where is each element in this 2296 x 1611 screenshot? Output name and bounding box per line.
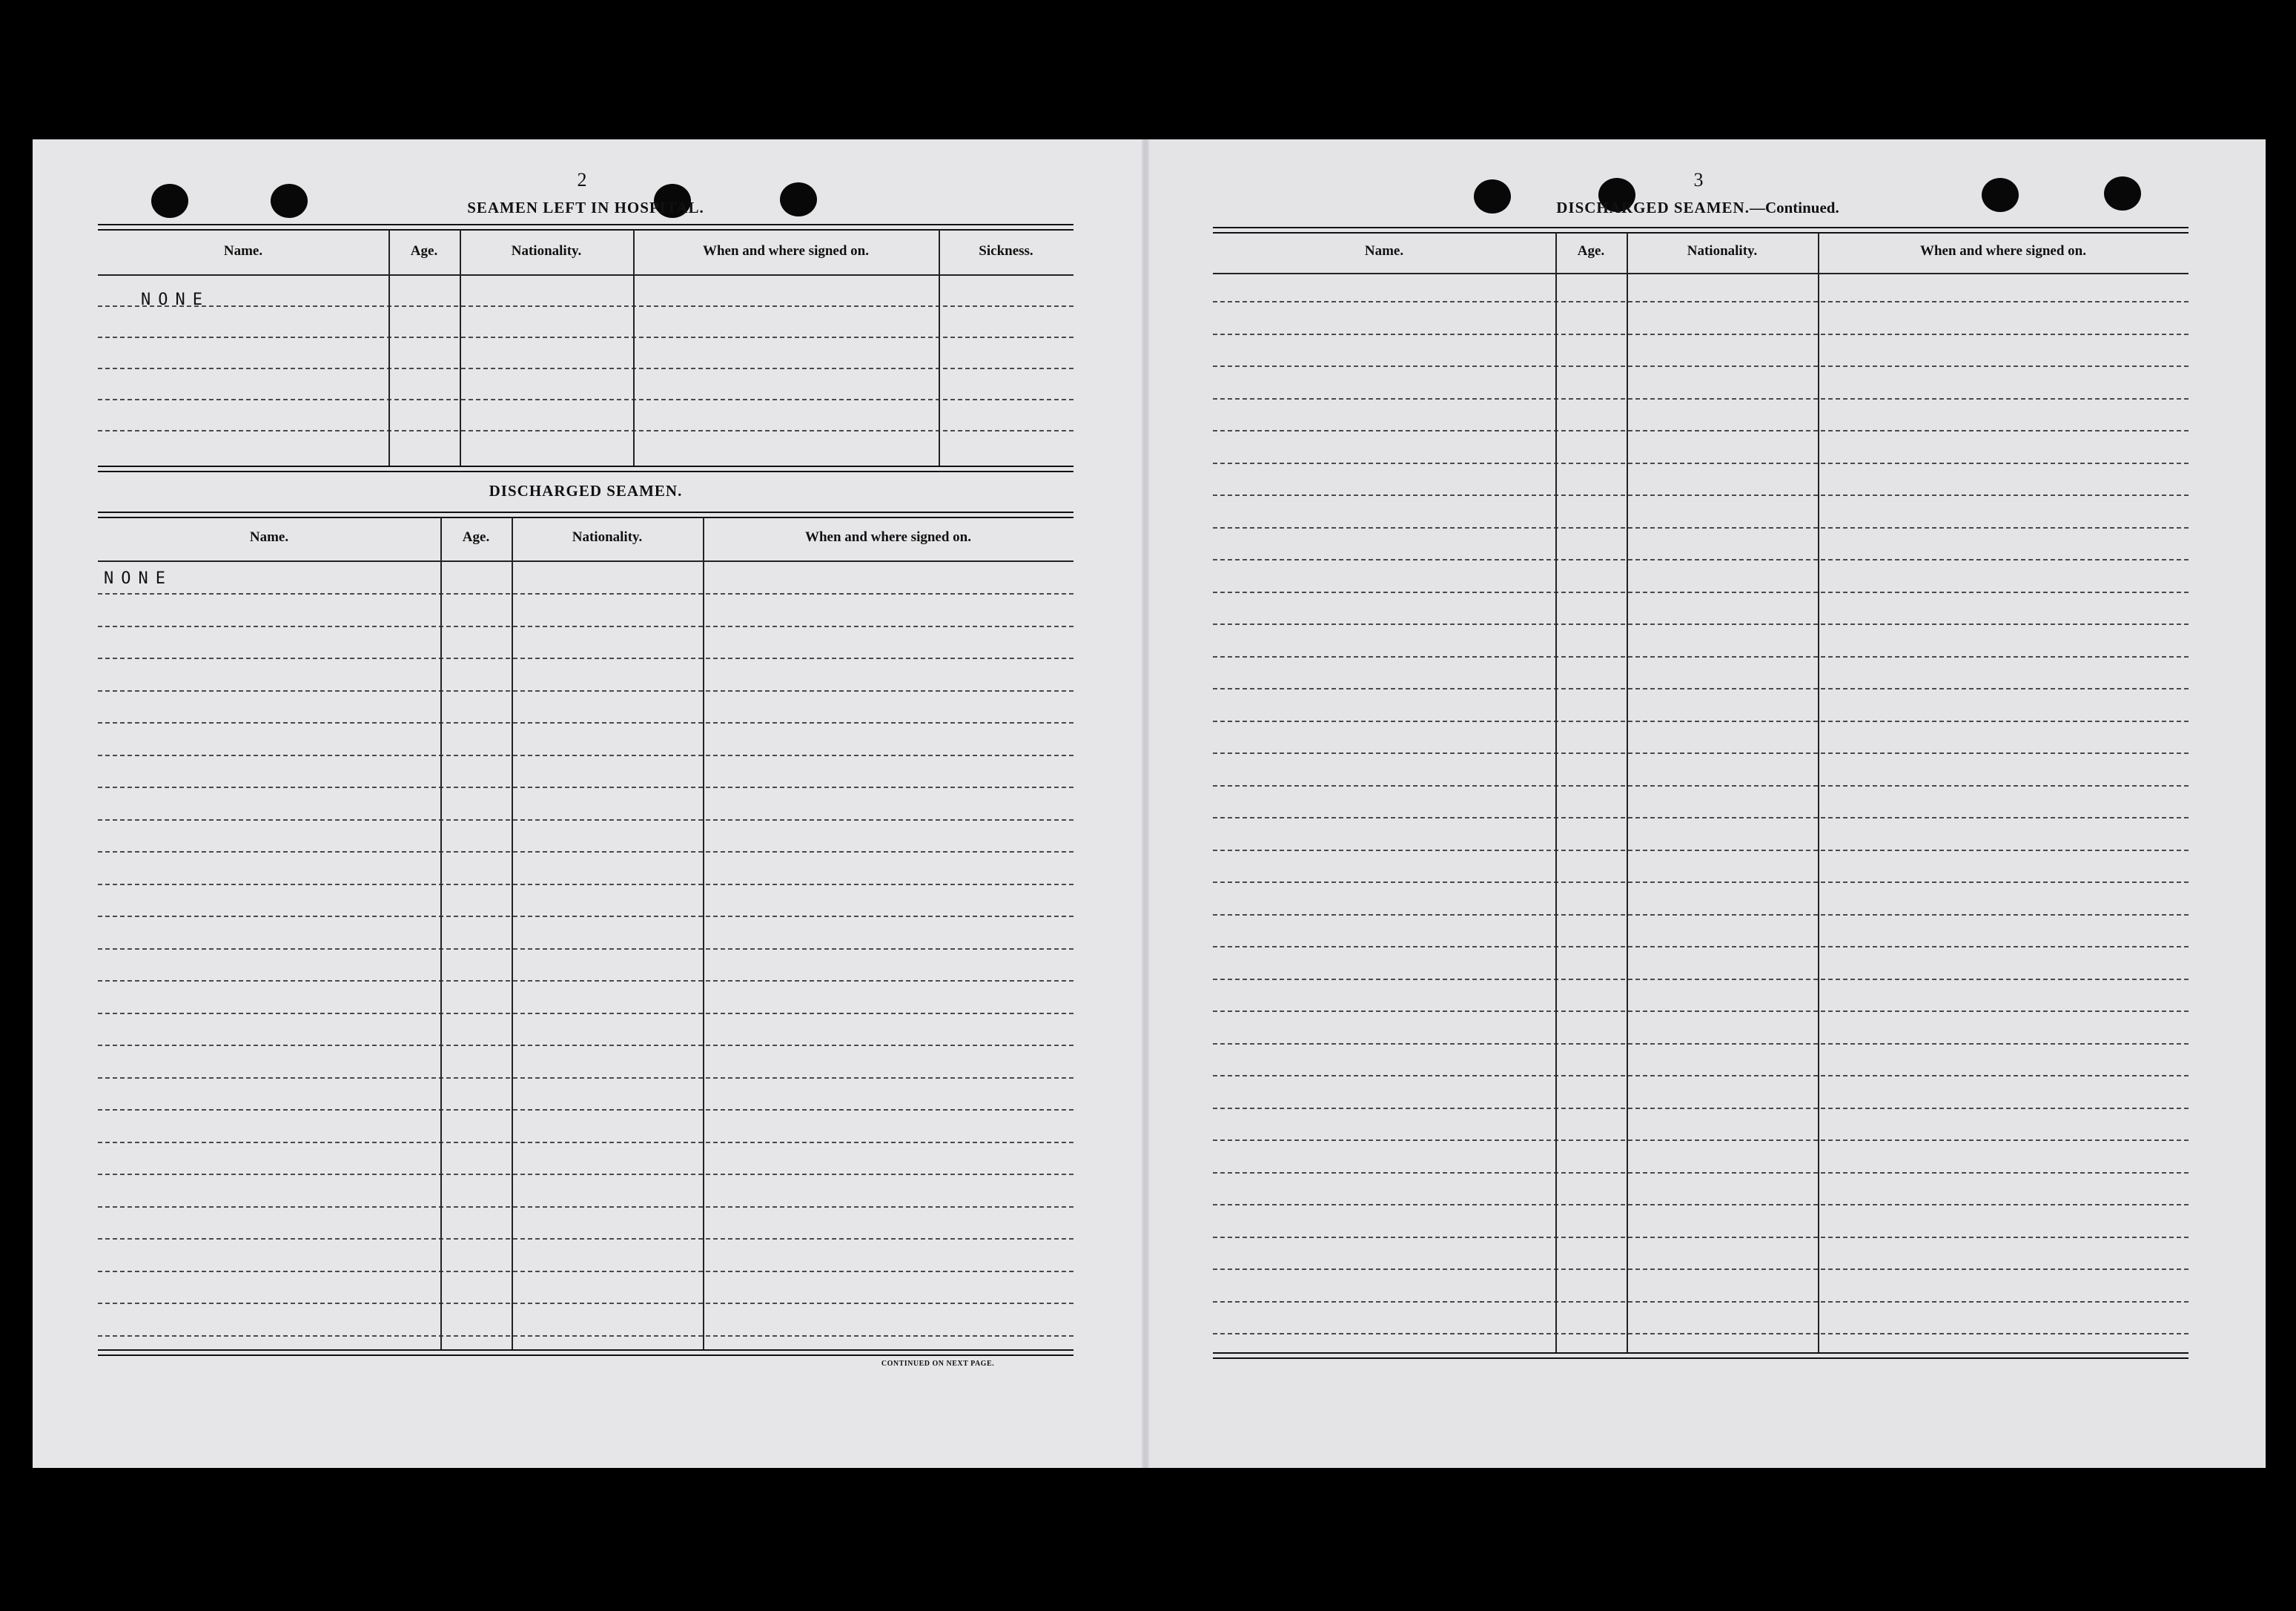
form-row-line (1213, 817, 2189, 818)
form-row-line (1213, 656, 2189, 658)
form-row-line (98, 430, 1073, 431)
column-separator (939, 230, 940, 466)
hospital-table (98, 224, 1073, 472)
hospital-section-title: SEAMEN LEFT IN HOSPITAL. (467, 199, 704, 216)
form-row-line (98, 1271, 1073, 1272)
form-row-line (1213, 946, 2189, 947)
column-header-name: Name. (1364, 243, 1404, 259)
form-row-line (1213, 1075, 2189, 1076)
page-fold (1142, 139, 1149, 1468)
punch-hole (271, 184, 308, 218)
page-number: 2 (577, 169, 587, 191)
discharged-section-title: DISCHARGED SEAMEN. (489, 482, 683, 500)
form-row-line (1213, 752, 2189, 754)
column-header-sickness: Sickness. (979, 243, 1033, 259)
column-header-age: Age. (462, 529, 490, 545)
form-row-line (98, 1142, 1073, 1143)
form-row-line (98, 337, 1073, 338)
form-row-line (1213, 1043, 2189, 1045)
form-row-line (98, 399, 1073, 400)
form-row-line (98, 1077, 1073, 1079)
form-row-line (98, 1303, 1073, 1304)
form-row-line (1213, 1268, 2189, 1270)
form-row-line (1213, 527, 2189, 529)
form-row-line (1213, 1204, 2189, 1205)
form-row-line (1213, 463, 2189, 464)
form-row-line (98, 755, 1073, 756)
punch-hole (1982, 178, 2019, 212)
column-header-nationality: Nationality. (572, 529, 643, 545)
form-row-line (98, 1206, 1073, 1208)
form-row-line (1213, 914, 2189, 916)
header-rule (98, 560, 1073, 562)
form-row-line (98, 1238, 1073, 1240)
form-row-line (1213, 592, 2189, 593)
form-row-line (1213, 623, 2189, 625)
hospital-entry-none: NONE (141, 291, 210, 309)
form-row-line (98, 851, 1073, 853)
form-row-line (1213, 398, 2189, 400)
column-separator (512, 517, 513, 1349)
form-row-line (98, 916, 1073, 917)
section-title-text: DISCHARGED SEAMEN. (1556, 199, 1750, 216)
table-top-rule (98, 512, 1073, 518)
form-row-line (1213, 979, 2189, 980)
form-row-line (98, 787, 1073, 788)
column-separator (440, 517, 442, 1349)
table-bottom-rule (1213, 1352, 2189, 1359)
form-row-line (1213, 850, 2189, 851)
table-top-rule (1213, 227, 2189, 234)
form-row-line (98, 1045, 1073, 1046)
continued-footer: CONTINUED ON NEXT PAGE. (881, 1360, 995, 1368)
column-header-nationality: Nationality. (511, 243, 582, 259)
form-row-line (1213, 1172, 2189, 1174)
form-row-line (98, 1174, 1073, 1175)
form-row-line (98, 1109, 1073, 1111)
column-separator (1818, 233, 1819, 1352)
form-row-line (1213, 1237, 2189, 1238)
discharged-entry-none: NONE (104, 569, 173, 588)
form-row-line (1213, 494, 2189, 496)
page-number: 3 (1693, 169, 1704, 191)
form-row-line (1213, 430, 2189, 431)
column-header-name: Name. (223, 243, 263, 259)
form-row-line (1213, 365, 2189, 367)
column-header-nationality: Nationality. (1687, 243, 1758, 259)
form-row-line (1213, 559, 2189, 560)
form-row-line (1213, 1301, 2189, 1303)
column-separator (703, 517, 704, 1349)
discharged-continued-title (1505, 199, 1890, 217)
form-row-line (1213, 881, 2189, 883)
form-row-line (1213, 1139, 2189, 1141)
form-row-line (1213, 1333, 2189, 1334)
form-row-line (98, 305, 1073, 307)
form-row-line (1213, 301, 2189, 302)
form-row-line (1213, 1108, 2189, 1109)
form-row-line (1213, 721, 2189, 722)
discharged-table (98, 512, 1073, 1357)
header-rule (98, 274, 1073, 276)
form-row-line (1213, 785, 2189, 787)
column-header-age: Age. (410, 243, 438, 259)
form-row-line (1213, 688, 2189, 689)
column-separator (1627, 233, 1628, 1352)
column-header-age: Age. (1577, 243, 1605, 259)
form-row-line (98, 626, 1073, 627)
form-row-line (98, 690, 1073, 692)
header-rule (1213, 273, 2189, 274)
form-row-line (98, 1335, 1073, 1337)
form-row-line (1213, 1010, 2189, 1012)
form-row-line (98, 368, 1073, 369)
column-header-name: Name. (249, 529, 289, 545)
table-top-rule (98, 224, 1073, 231)
form-row-line (1213, 334, 2189, 335)
discharged-continued-table (1213, 227, 2189, 1360)
punch-hole (2104, 176, 2141, 211)
column-header-signed-on: When and where signed on. (804, 529, 971, 545)
punch-hole (151, 184, 188, 218)
column-separator (388, 230, 390, 466)
column-header-signed-on: When and where signed on. (1919, 243, 2086, 259)
form-row-line (98, 980, 1073, 982)
form-row-line (98, 722, 1073, 724)
form-row-line (98, 1013, 1073, 1014)
form-row-line (98, 593, 1073, 595)
column-header-signed-on: When and where signed on. (702, 243, 869, 259)
table-bottom-rule (98, 466, 1073, 472)
table-bottom-rule (98, 1349, 1073, 1356)
form-row-line (98, 819, 1073, 821)
section-title-suffix: —Continued. (1749, 199, 1839, 216)
form-row-line (98, 658, 1073, 659)
form-row-line (98, 948, 1073, 950)
column-separator (460, 230, 461, 466)
form-row-line (98, 884, 1073, 885)
column-separator (633, 230, 635, 466)
column-separator (1555, 233, 1557, 1352)
